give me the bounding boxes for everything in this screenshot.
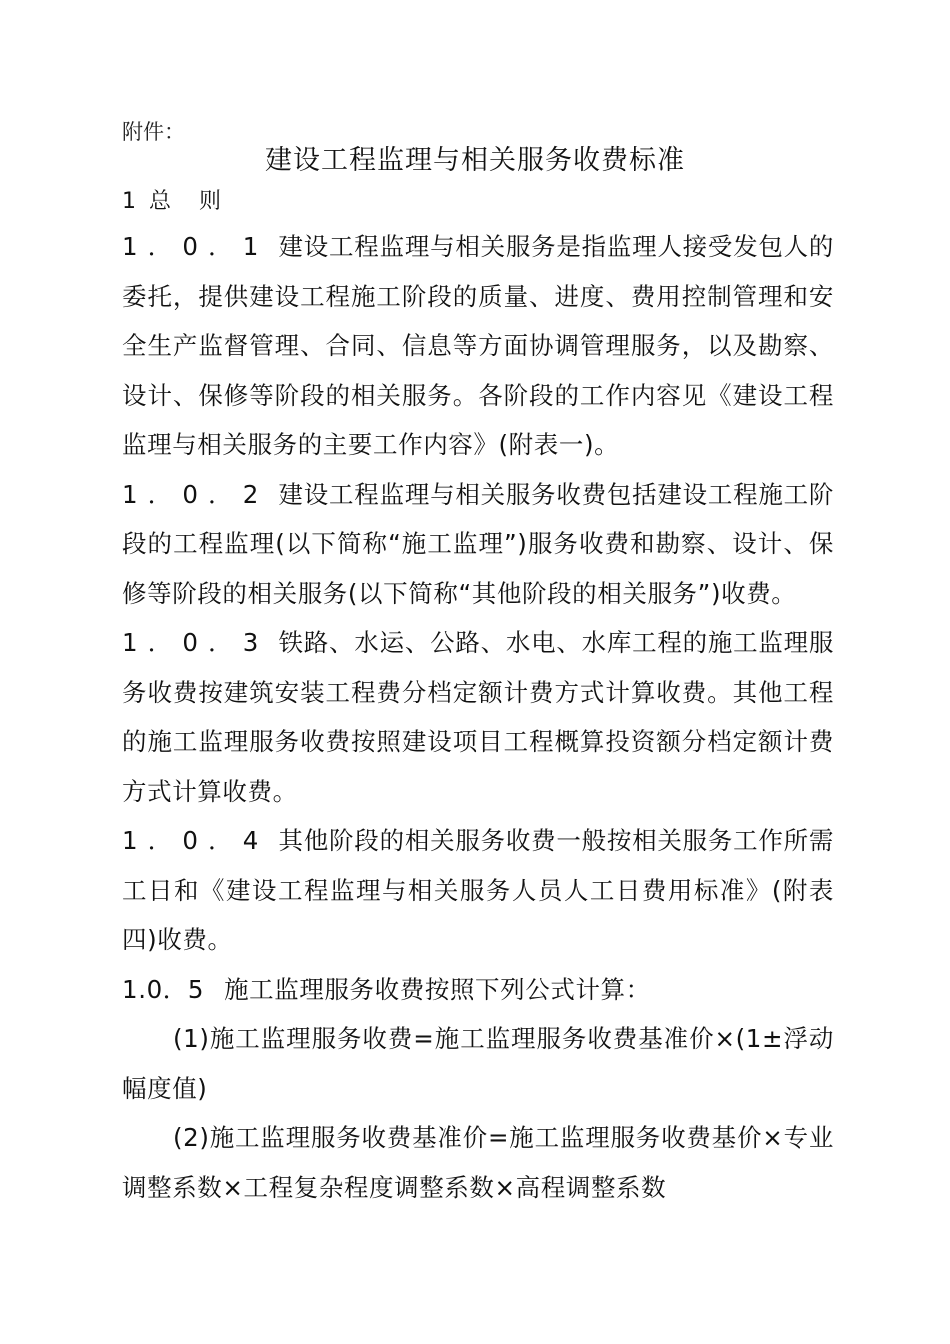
clause-number: 1．0．3 — [122, 628, 269, 657]
clause-1-0-4 — [122, 816, 834, 965]
clause-number: 1.0．5 — [122, 974, 205, 1004]
section-heading — [122, 184, 221, 215]
document-title: 建设工程监理与相关服务收费标准 — [265, 145, 685, 176]
formula-2: (2)施工监理服务收费基准价=施工监理服务收费基价×专业调整系数×工程复杂程度调整系数×高程调整系数 — [122, 1123, 834, 1202]
formula-1: (1)施工监理服务收费=施工监理服务收费基准价×(1±浮动幅度值) — [122, 1024, 834, 1103]
clause-text: 建设工程监理与相关服务收费包括建设工程施工阶段的工程监理(以下简称“施工监理”)服务收费和勘察、设计、保修等阶段的相关服务(以下简称“其他阶段的相关服务”)收费。 — [122, 479, 834, 608]
clause-1-0-5 — [122, 965, 834, 1015]
section-number: 1 — [122, 189, 136, 214]
clause-text: 铁路、水运、公路、水电、水库工程的施工监理服务收费按建筑安装工程费分档定额计费方式计算收费。其他工程的施工监理服务收费按照建设项目工程概算投资额分档定额计费方式计算收费。 — [122, 628, 834, 806]
clause-text: 施工监理服务收费按照下列公式计算： — [224, 974, 651, 1004]
clause-1-0-3 — [122, 618, 834, 816]
clause-number: 1．0．1 — [122, 232, 269, 261]
clause-text: 其他阶段的相关服务收费一般按相关服务工作所需工日和《建设工程监理与相关服务人员人工日费用标准》(附表四)收费。 — [122, 826, 834, 954]
section-title-part-2: 则 — [199, 189, 222, 214]
clause-number: 1．0．4 — [122, 826, 269, 855]
section-title-part-1: 总 — [149, 189, 172, 214]
attachment-label: 附件： — [122, 120, 185, 144]
clause-1-0-1 — [122, 222, 834, 470]
clause-1-0-2 — [122, 470, 834, 619]
document-body — [122, 222, 834, 1212]
clause-text: 建设工程监理与相关服务是指监理人接受发包人的委托，提供建设工程施工阶段的质量、进度、费用控制管理和安全生产监督管理、合同、信息等方面协调管理服务，以及勘察、设计、保修等阶段的相关服务。各阶段的工作内容见《建设工程监理与相关服务的主要工作内容》(附表一)。 — [122, 232, 834, 459]
clause-number: 1．0．2 — [122, 479, 269, 509]
